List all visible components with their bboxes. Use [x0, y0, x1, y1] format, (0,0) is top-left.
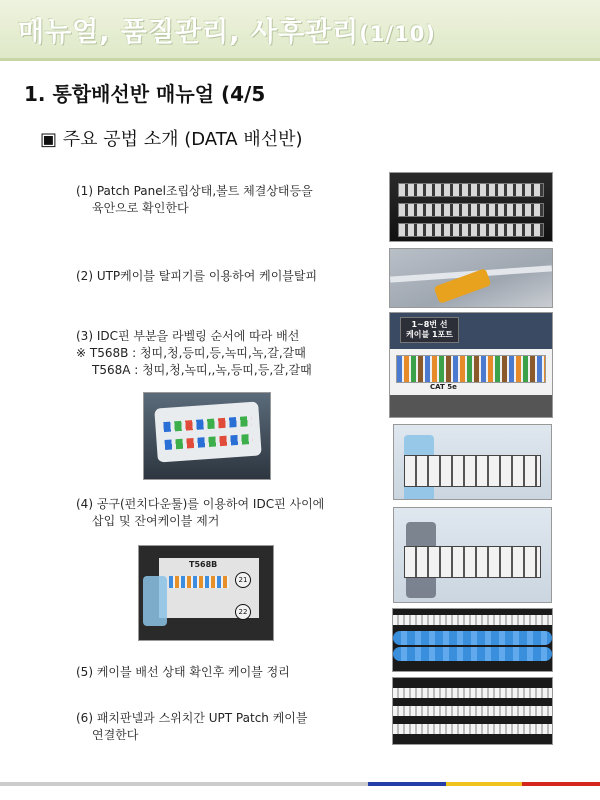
rj-jack-strip: [404, 455, 541, 487]
step-1-text: [76, 183, 313, 217]
t568b-label: T568B: [189, 560, 218, 569]
idc-photo-bottom: [390, 395, 552, 417]
step-5-text: [76, 664, 290, 681]
white-cable-bundle: [393, 615, 552, 625]
idc-pin-strip: [396, 355, 546, 383]
pin-color-row: [163, 416, 251, 432]
panel-row: [398, 223, 544, 237]
step-3-line-3: T568A : 청띠,청,녹띠,,녹,등띠,등,갈,갈때: [92, 363, 312, 377]
step-4-line-1: (4) 공구(펀치다운툴)를 이용하여 IDC핀 사이에: [76, 497, 325, 511]
step-6-line-1: (6) 패치판넬과 스위치간 UPT Patch 케이블: [76, 711, 308, 725]
pin-color-card: [154, 401, 262, 462]
rj-jack-strip: [404, 546, 541, 578]
pin-card-photo: [143, 392, 271, 480]
header-title-text: 매뉴얼, 품질관리, 사후관리: [18, 17, 360, 48]
t568b-ports: [169, 576, 229, 588]
pin-color-row: [164, 434, 252, 450]
patch-cord-photo: [392, 677, 553, 745]
step-6-text: [76, 710, 307, 744]
cat5e-label: CAT 5e: [430, 383, 457, 391]
cabled-panel-photo: [393, 424, 552, 500]
step-2-line-1: (2) UTP케이블 탈피기를 이용하여 케이블탈피: [76, 269, 318, 283]
step-1-line-2: 육안으로 확인한다: [92, 201, 189, 215]
port-21-marker: 21: [235, 572, 251, 588]
step-4-line-2: 삽입 및 잔여케이블 제거: [92, 514, 220, 528]
step-5-line-1: (5) 케이블 배선 상태 확인후 케이블 정리: [76, 665, 290, 679]
t568b-panel-photo: [138, 545, 274, 641]
step-3-text: [76, 328, 312, 379]
cable-stripper-photo: [389, 248, 553, 308]
step-3-line-2: ※ T568B : 청띠,청,등띠,등,녹띠,녹,갈,갈때: [76, 346, 306, 360]
step-1-line-1: (1) Patch Panel조립상태,볼트 체결상태등을: [76, 184, 313, 198]
port-22-marker: 22: [235, 604, 251, 620]
punchdown-photo: [393, 507, 552, 603]
blue-cable-band: [393, 631, 552, 645]
blue-cable-bundle: [143, 576, 167, 626]
header-band: [0, 0, 600, 61]
step-4-text: [76, 496, 324, 530]
panel-row: [398, 183, 544, 197]
step-6-line-2: 연결한다: [92, 728, 139, 742]
cable-management-photo: [392, 608, 553, 672]
step-2-text: [76, 268, 317, 285]
header-title: [18, 10, 436, 49]
subsection-title: ▣ 주요 공법 소개 (DATA 배선반): [40, 129, 303, 150]
patch-panel-photo: [389, 172, 553, 242]
idc-labeling-photo: [389, 312, 553, 418]
patch-cord-row: [393, 688, 552, 698]
step-3-line-1: (3) IDC핀 부분을 라벨링 순서에 따라 배선: [76, 329, 300, 343]
section-title: 1. 통합배선반 매뉴얼 (4/5: [24, 82, 266, 106]
blue-cable-band: [393, 647, 552, 661]
footer-color-bar: [0, 782, 600, 786]
header-page-number: (1/10): [359, 22, 436, 46]
idc-port-label: 1~8번 선 케이블 1포트: [400, 317, 459, 343]
patch-cord-row: [393, 706, 552, 716]
panel-row: [398, 203, 544, 217]
patch-cord-row: [393, 724, 552, 734]
